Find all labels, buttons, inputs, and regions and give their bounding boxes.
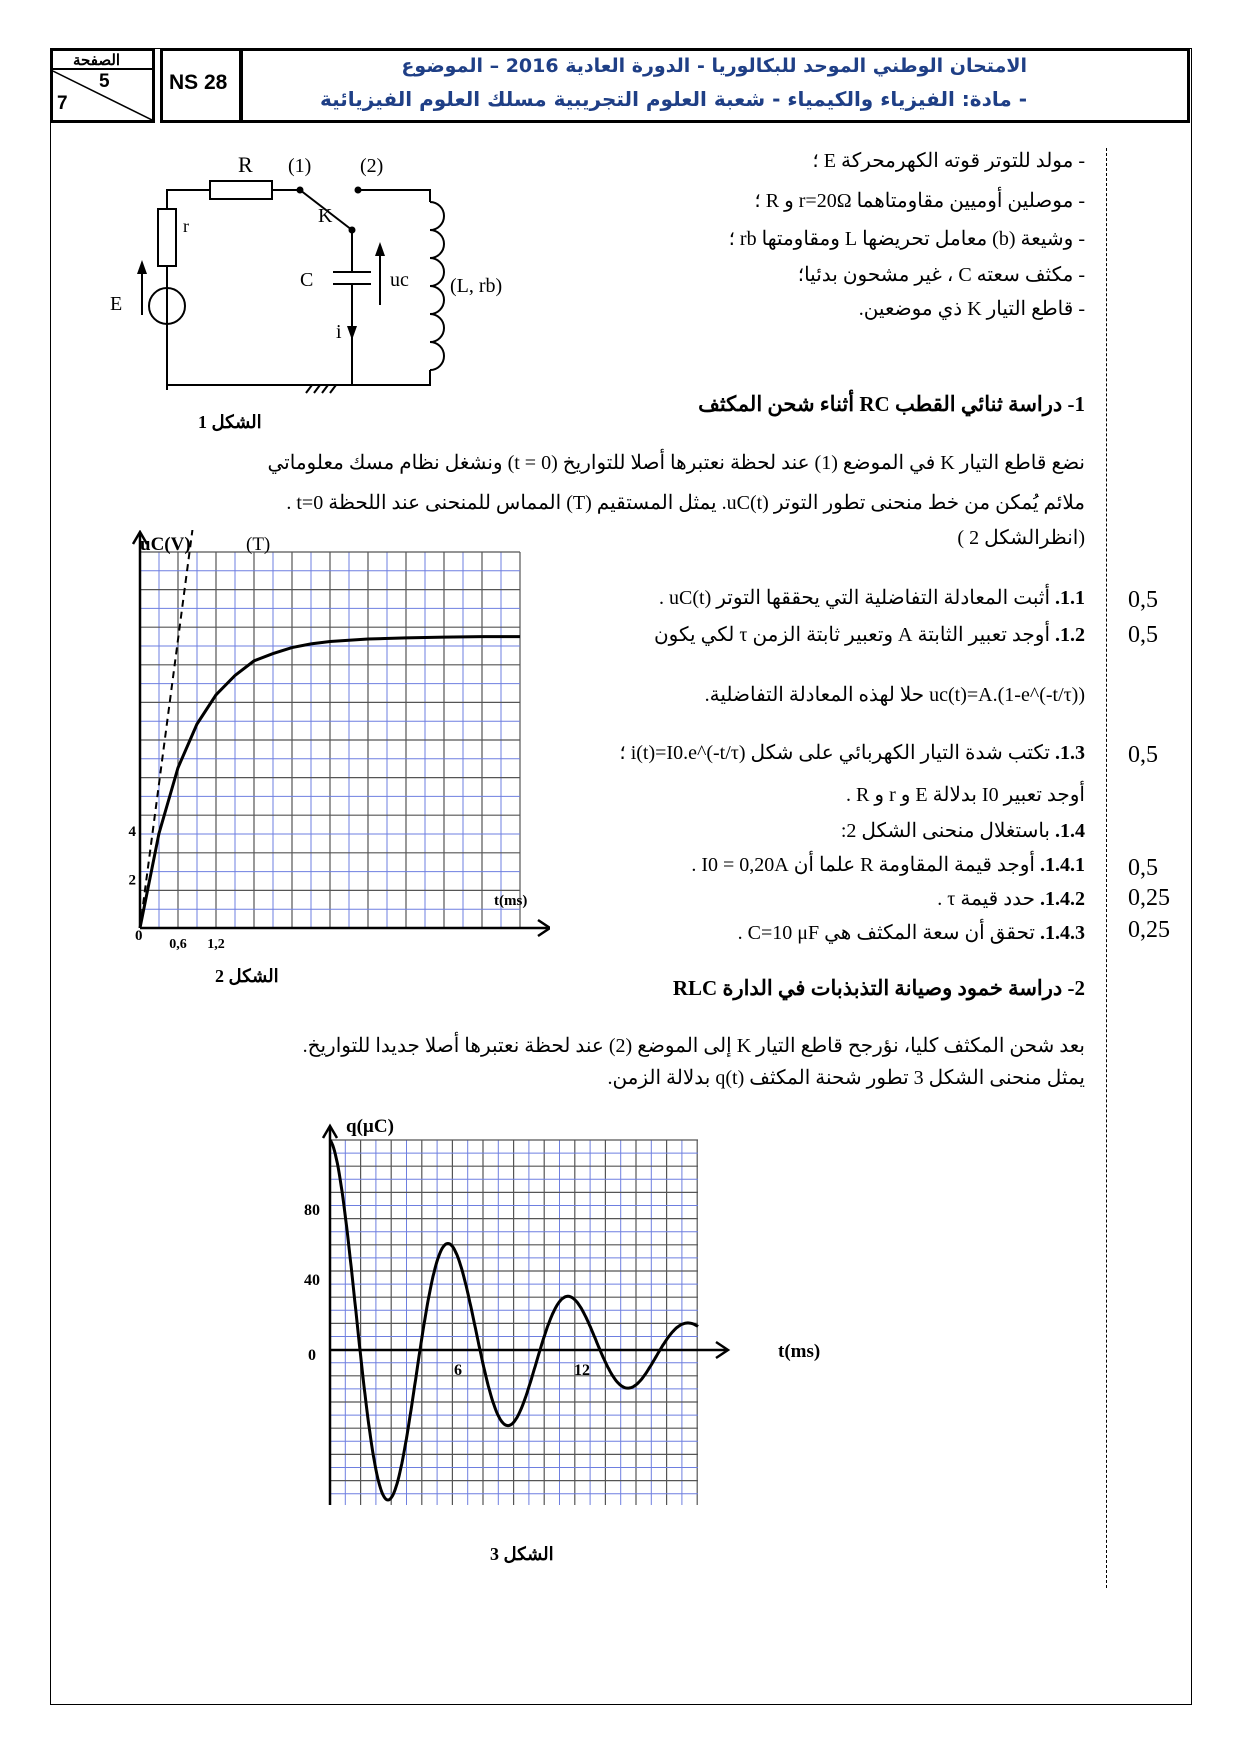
- figure2-origin: 0: [135, 928, 143, 944]
- question-1-2-text: أوجد تعبير الثابتة A وتعبير ثابتة الزمن τ لكي يكون: [653, 624, 1050, 646]
- page-total: 7: [57, 93, 68, 114]
- label-i: i: [336, 321, 342, 343]
- figure2-caption: الشكل 2: [215, 966, 279, 986]
- label-C: C: [300, 269, 314, 291]
- question-1-4-2-number: 1.4.2.: [1040, 888, 1085, 910]
- component-switch: - قاطع التيار K ذي موضعين.: [858, 298, 1085, 320]
- score-1-4-1: 0,5: [1128, 855, 1158, 881]
- question-1-3b: أوجد تعبير I0 بدلالة E و r و R .: [846, 784, 1085, 806]
- question-1-4-text: باستغلال منحنى الشكل 2:: [840, 820, 1050, 842]
- figure2-xtick-1: 0,6: [169, 937, 187, 952]
- score-1-3: 0,5: [1128, 742, 1158, 768]
- margin-divider: [1106, 148, 1107, 1588]
- exam-code-box: [160, 48, 242, 123]
- question-1-3-number: 1.3.: [1055, 742, 1085, 764]
- figure3-xlabel: t(ms): [778, 1341, 821, 1362]
- figure3-ylabel: q(µC): [346, 1116, 394, 1137]
- page-number: 5: [99, 71, 110, 92]
- section2-line-2: يمثل منحنى الشكل 3 تطور شحنة المكثف q(t) بدلالة الزمن.: [607, 1067, 1085, 1089]
- label-K: K: [318, 205, 333, 227]
- figure3-xtick-1: 6: [454, 1362, 462, 1379]
- label-coil: (L, rb): [450, 275, 503, 297]
- component-resistors: - موصلين أوميين مقاومتاهما r=20Ω و R ؛: [754, 190, 1085, 212]
- score-1-4-2: 0,25: [1128, 885, 1170, 911]
- page-counter-box: [50, 48, 155, 123]
- wire-bottom: [167, 293, 352, 390]
- score-1-4-3: 0,25: [1128, 917, 1170, 943]
- question-1-4-1-number: 1.4.1.: [1040, 854, 1085, 876]
- label-pos1: (1): [288, 155, 312, 177]
- question-1-4-3-text: تحقق أن سعة المكثف هي C=10 μF .: [737, 922, 1035, 944]
- section1-title: 1- دراسة ثنائي القطب RC أثناء شحن المكثف: [698, 392, 1085, 416]
- score-1-1: 0,5: [1128, 587, 1158, 613]
- score-1-2: 0,5: [1128, 622, 1158, 648]
- exam-title: الامتحان الوطني الموحد للبكالوريا - الدورة العادية 2016 – الموضوع: [401, 55, 1027, 77]
- question-1-1-text: أثبت المعادلة التفاضلية التي يحققها التوتر uC(t) .: [659, 587, 1050, 609]
- section1-intro-3: (انظرالشكل 2 ): [957, 527, 1085, 549]
- figure2-tangent-label: (T): [246, 534, 271, 555]
- question-1-4: [841, 818, 1085, 843]
- section2-line-1: بعد شحن المكثف كليا، نؤرجح قاطع التيار K إلى الموضع (2) عند لحظة نعتبرها أصلا جديدا للتواريخ.: [302, 1035, 1085, 1057]
- component-generator: - مولد للتوتر قوته الكهرمحركة E ؛: [812, 150, 1085, 172]
- label-E: E: [110, 293, 123, 315]
- label-R: R: [238, 152, 253, 177]
- question-1-4-number: 1.4.: [1055, 820, 1085, 842]
- section1-intro-2: ملائم يُمكن من خط منحنى تطور التوتر uC(t). يمثل المستقيم (T) المماس للمنحنى عند اللحظة t=0 .: [286, 492, 1085, 514]
- label-pos2: (2): [360, 155, 384, 177]
- question-1-4-1-text: أوجد قيمة المقاومة R علما أن I0 = 0,20A .: [691, 854, 1035, 876]
- label-r: r: [183, 216, 189, 236]
- circuit-diagram: [100, 150, 570, 440]
- figure2-xtick-2: 1,2: [207, 937, 225, 952]
- figure2-axes: [133, 532, 550, 936]
- question-1-2b: uc(t)=A.(1-e^(-t/τ)) حلا لهذه المعادلة التفاضلية.: [704, 684, 1085, 706]
- wire-to-switch: [272, 190, 352, 230]
- question-1-3: [619, 740, 1085, 765]
- question-1-4-2: [937, 886, 1085, 911]
- section2-title: 2- دراسة خمود وصيانة التذبذبات في الدارة RLC: [672, 976, 1085, 1000]
- question-1-4-2-text: حدد قيمة τ .: [937, 888, 1035, 910]
- figure2-ytick-2: 4: [128, 823, 136, 840]
- figure3-origin: 0: [308, 1347, 316, 1364]
- question-1-2-number: 1.2.: [1055, 624, 1085, 646]
- figure3-xtick-2: 12: [574, 1362, 590, 1379]
- figure3-caption: الشكل 3: [490, 1544, 554, 1564]
- figure2-xlabel: t(ms): [494, 893, 528, 909]
- figure3-ytick-2: 80: [304, 1202, 320, 1219]
- question-1-4-3-number: 1.4.3.: [1040, 922, 1085, 944]
- wire-pos2: [358, 190, 430, 202]
- exam-code: NS 28: [169, 71, 228, 94]
- figure2-chart: [110, 530, 550, 1000]
- figure2-ytick-1: 2: [128, 872, 136, 889]
- figure3-grid: [330, 1140, 698, 1505]
- component-capacitor: - مكثف سعته C ، غير مشحون بدئيا؛: [797, 264, 1085, 286]
- title-box: [240, 48, 1190, 123]
- question-1-2: [654, 622, 1085, 647]
- question-1-1-number: 1.1.: [1055, 587, 1085, 609]
- figure2-grid: [140, 552, 520, 928]
- section1-intro-1: نضع قاطع التيار K في الموضع (1) عند لحظة نعتبرها أصلا للتواريخ (t = 0) ونشغل نظام مسك معلوماتي: [267, 452, 1085, 474]
- question-1-4-1: [691, 852, 1085, 877]
- component-coil: - وشيعة (b) معامل تحريضها L ومقاومتها rb ؛: [728, 228, 1085, 250]
- page-label: الصفحة: [73, 53, 121, 69]
- label-uc: uc: [390, 269, 409, 291]
- resistor-r: [158, 209, 176, 266]
- figure3-axes: [323, 1126, 728, 1505]
- question-1-1: [659, 585, 1085, 610]
- resistor-R: [210, 181, 272, 199]
- figure2-ylabel: uC(V): [140, 534, 191, 555]
- exam-subtitle: - مادة: الفيزياء والكيمياء - شعبة العلوم التجريبية مسلك العلوم الفيزيائية: [319, 87, 1027, 111]
- question-1-3-text: تكتب شدة التيار الكهربائي على شكل i(t)=I0.e^(-t/τ) ؛: [619, 742, 1050, 764]
- coil-L: [430, 202, 444, 370]
- figure3-chart: [290, 1110, 850, 1570]
- figure1-caption: الشكل 1: [198, 412, 262, 432]
- question-1-4-3: [738, 920, 1085, 945]
- figure3-ytick-1: 40: [304, 1272, 320, 1289]
